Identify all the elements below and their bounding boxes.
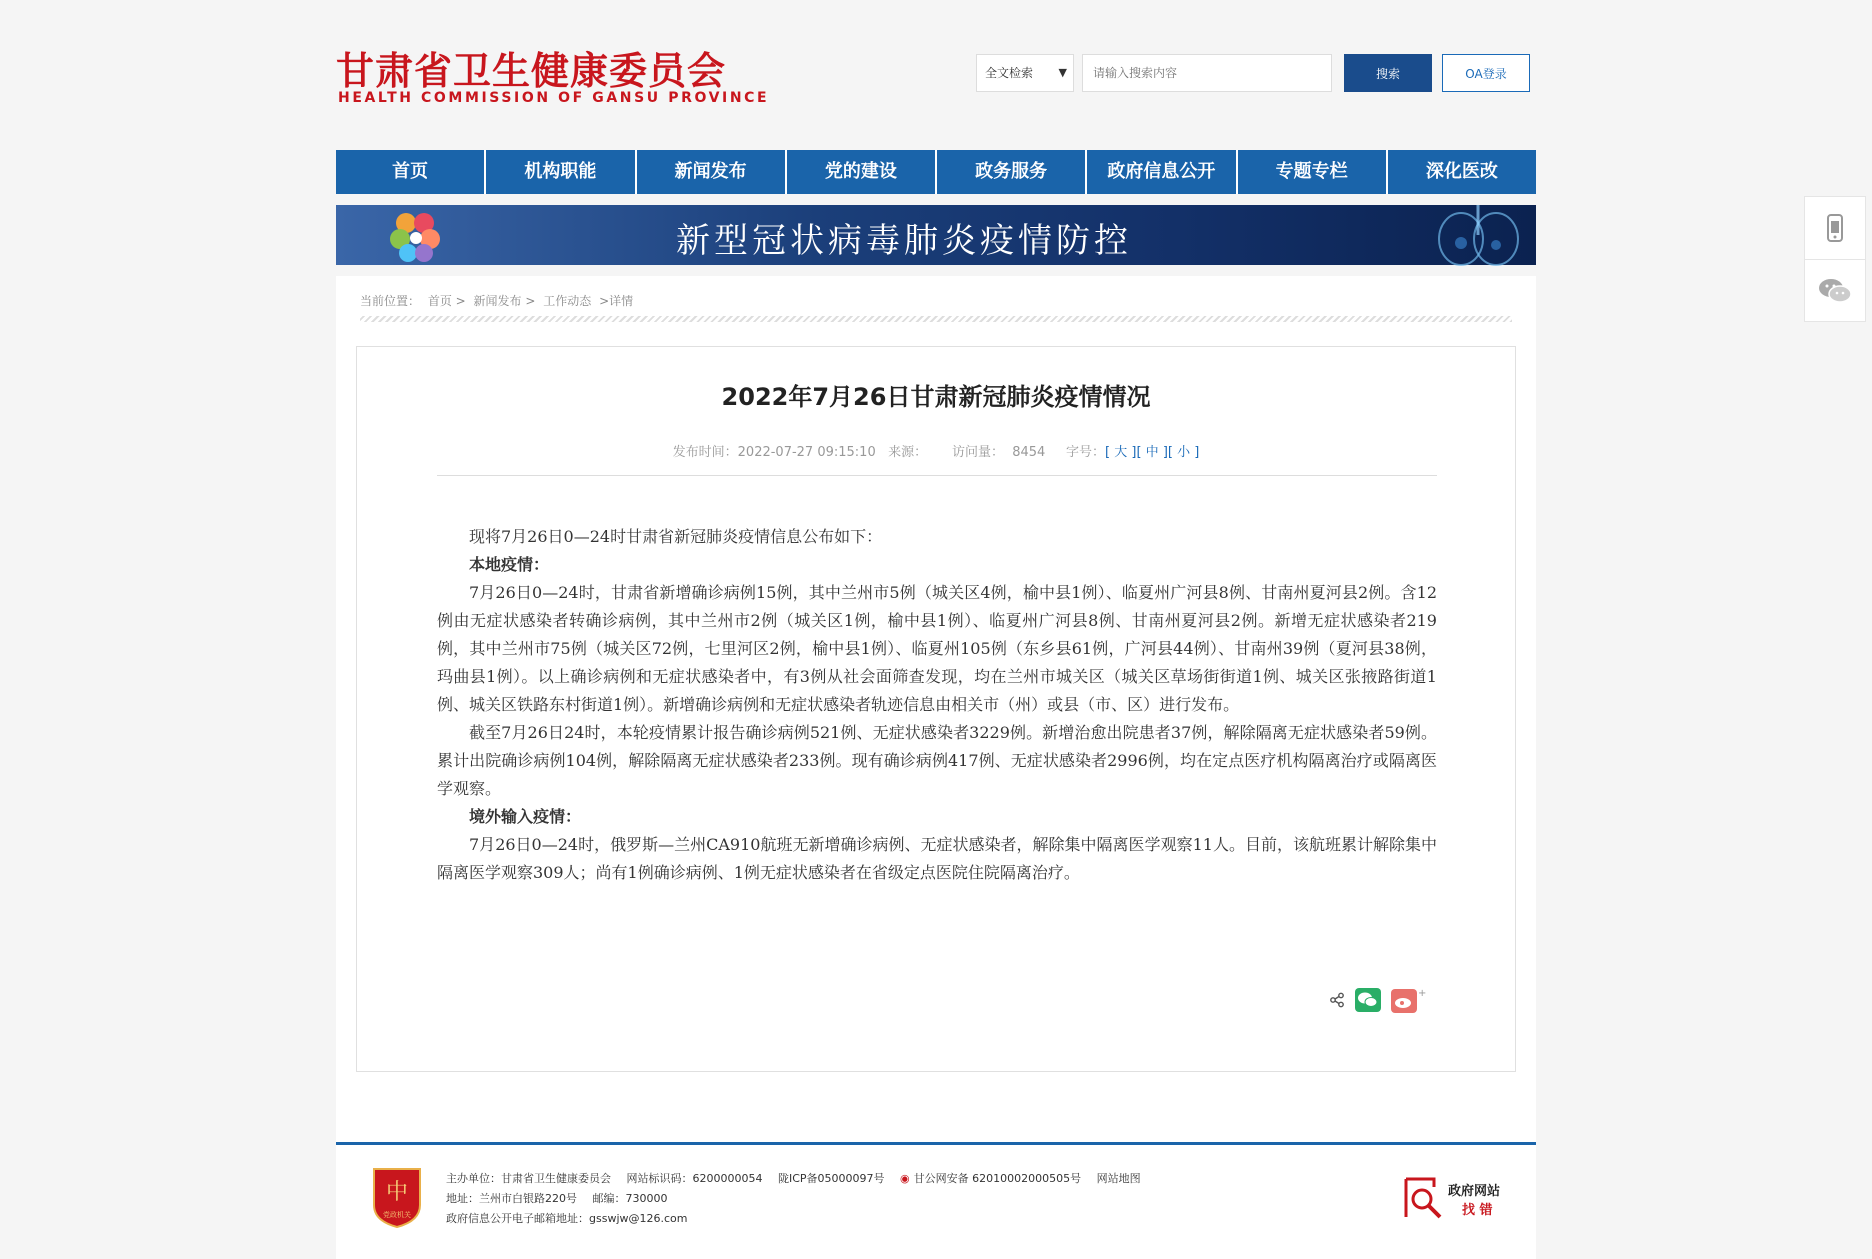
article-paragraph: 7月26日0—24时，俄罗斯—兰州CA910航班无新增确诊病例、无症状感染者，解除集中隔离医学观察11人。目前，该航班累计解除集中隔离医学观察309人；尚有1例确诊病例、1例无症状感染者在省级定点医院住院隔离治疗。 — [437, 835, 1437, 882]
nav-item-reform[interactable]: 深化医改 — [1425, 161, 1498, 182]
footer-police[interactable]: 甘公网安备 62010002000505号 — [913, 1172, 1082, 1185]
article-meta: 发布时间：2022-07-27 09:15:10 来源： 访问量： 8454 字号：[ 大 ][ 中 ][ 小 ] — [672, 445, 1200, 460]
breadcrumb-work[interactable]: 工作动态 — [543, 294, 592, 308]
font-large-button[interactable]: 大 — [1114, 445, 1128, 460]
banner-title: 新型冠状病毒肺炎疫情防控 — [676, 221, 1132, 261]
article — [356, 346, 1516, 1072]
visits-count: 8454 — [1012, 445, 1046, 460]
search-scope-select[interactable] — [976, 54, 1074, 92]
article-paragraph: 7月26日0—24时，甘肃省新增确诊病例15例，其中兰州市5例（城关区4例，榆中县1例）、临夏州广河县8例、甘南州夏河县2例。含12例由无症状感染者转确诊病例，其中兰州市2例（城关区1例，榆中县1例）、临夏州广河县8例、甘南州夏河县2例。新增无症状感染者219例，其中兰州市75例（城关区72例，七里河区2例，榆中县1例）、临夏州105例（东乡县61例，广河县44例）、甘南州39例（夏河县38例，玛曲县1例）。以上确诊病例和无症状感染者中，有3例从社会面筛查发现，均在兰州市城关区（城关区草场街街道1例、城关区张掖路街道1例、城关区铁路东村街道1例）。新增确诊病例和无症状感染者轨迹信息由相关市（州）或县（市、区）进行发布。 — [437, 583, 1437, 714]
flower-icon — [376, 209, 456, 263]
share-bar — [1329, 987, 1425, 1013]
article-paragraph: 现将7月26日0—24时甘肃省新冠肺炎疫情信息公布如下： — [469, 527, 883, 546]
nav-item-disclosure[interactable]: 政府信息公开 — [1087, 150, 1237, 194]
publish-label: 发布时间： — [672, 445, 738, 460]
footer-sitemap[interactable]: 网站地图 — [1096, 1172, 1141, 1185]
article-body — [437, 523, 1437, 887]
source-label: 来源： — [888, 445, 928, 460]
nav-item-functions[interactable]: 机构职能 — [486, 150, 636, 194]
article-divider — [437, 475, 1437, 476]
party-gov-emblem[interactable] — [370, 1165, 424, 1233]
font-small-button[interactable]: 小 — [1177, 445, 1191, 460]
font-medium-button[interactable]: 中 — [1145, 445, 1159, 460]
nav-item-news[interactable]: 新闻发布 — [637, 150, 787, 194]
svg-text:中: 中 — [385, 1180, 409, 1205]
article-paragraph: 截至7月26日24时，本轮疫情累计报告确诊病例521例、无症状感染者3229例。新增治愈出院患者37例，解除隔离无症状感染者59例。累计出院确诊病例104例，解除隔离无症状感染者233例。现有确诊病例417例、无症状感染者2996例，均在定点医疗机构隔离治疗或隔离医学观察。 — [437, 723, 1437, 798]
share-icon[interactable] — [1329, 992, 1345, 1008]
breadcrumb-news[interactable]: 新闻发布 > — [473, 294, 536, 308]
section-heading-local: 本地疫情： — [469, 555, 550, 574]
footer — [336, 1142, 1536, 1259]
site-logo-title[interactable]: 甘肃省卫生健康委员会 — [336, 48, 727, 93]
publish-time: 2022-07-27 09:15:10 — [737, 445, 876, 460]
footer-site-id: 网站标识码：6200000054 — [626, 1172, 763, 1185]
footer-host: 主办单位：甘肃省卫生健康委员会 — [446, 1172, 611, 1185]
emblem-label: 党政机关 — [383, 1211, 411, 1219]
magnifier-icon — [1404, 1177, 1444, 1221]
nav-item-services[interactable]: 政务服务 — [937, 150, 1087, 194]
search-scope-value: 全文检索 — [985, 66, 1034, 80]
mobile-version-button[interactable] — [1805, 197, 1865, 260]
error-report-line2: 找 错 — [1461, 1203, 1493, 1218]
nav-item-topics[interactable]: 专题专栏 — [1238, 150, 1388, 194]
site-logo-subtitle: HEALTH COMMISSION OF GANSU PROVINCE — [338, 90, 770, 106]
footer-address: 地址：兰州市白银路220号 — [446, 1192, 577, 1205]
main-nav — [336, 150, 1536, 194]
font-size-label: 字号： — [1066, 445, 1106, 460]
floating-sidebar — [1804, 196, 1866, 322]
search-input[interactable] — [1082, 54, 1332, 92]
breadcrumb-divider — [360, 316, 1512, 322]
breadcrumb-detail: >详情 — [599, 294, 634, 308]
breadcrumb — [360, 292, 637, 309]
nav-item-home[interactable]: 首页 — [336, 150, 486, 194]
nav-item-party[interactable]: 党的建设 — [787, 150, 937, 194]
error-report-line1: 政府网站 — [1447, 1184, 1500, 1199]
mobile-phone-icon — [1823, 213, 1847, 243]
chevron-down-icon: ▼ — [1058, 66, 1067, 79]
footer-email: 政府信息公开电子邮箱地址：gsswjw@126.com — [446, 1212, 688, 1225]
wechat-button[interactable] — [1805, 260, 1865, 322]
article-title: 2022年7月26日甘肃新冠肺炎疫情情况 — [721, 383, 1151, 411]
police-badge-icon: ◉ — [900, 1172, 910, 1185]
lung-icon — [1426, 205, 1526, 265]
gov-site-error-report[interactable] — [1404, 1177, 1500, 1221]
svg-text:+: + — [1418, 988, 1427, 999]
footer-icp[interactable]: 陇ICP备05000097号 — [778, 1172, 885, 1185]
footer-info — [446, 1169, 1153, 1229]
breadcrumb-home[interactable]: 首页 > — [427, 294, 466, 308]
emblem-icon — [370, 1165, 424, 1229]
breadcrumb-label: 当前位置： — [360, 294, 421, 308]
weibo-share-icon[interactable] — [1391, 987, 1425, 1013]
covid-banner[interactable] — [336, 205, 1536, 265]
wechat-share-icon[interactable] — [1355, 988, 1381, 1012]
search-button[interactable]: 搜索 — [1344, 54, 1432, 92]
wechat-icon — [1818, 277, 1852, 305]
content-panel — [336, 276, 1536, 1146]
footer-postcode: 邮编：730000 — [592, 1192, 668, 1205]
visits-label: 访问量： — [951, 445, 1004, 460]
section-heading-imported: 境外输入疫情： — [469, 807, 582, 826]
oa-login-button[interactable]: OA登录 — [1442, 54, 1530, 92]
